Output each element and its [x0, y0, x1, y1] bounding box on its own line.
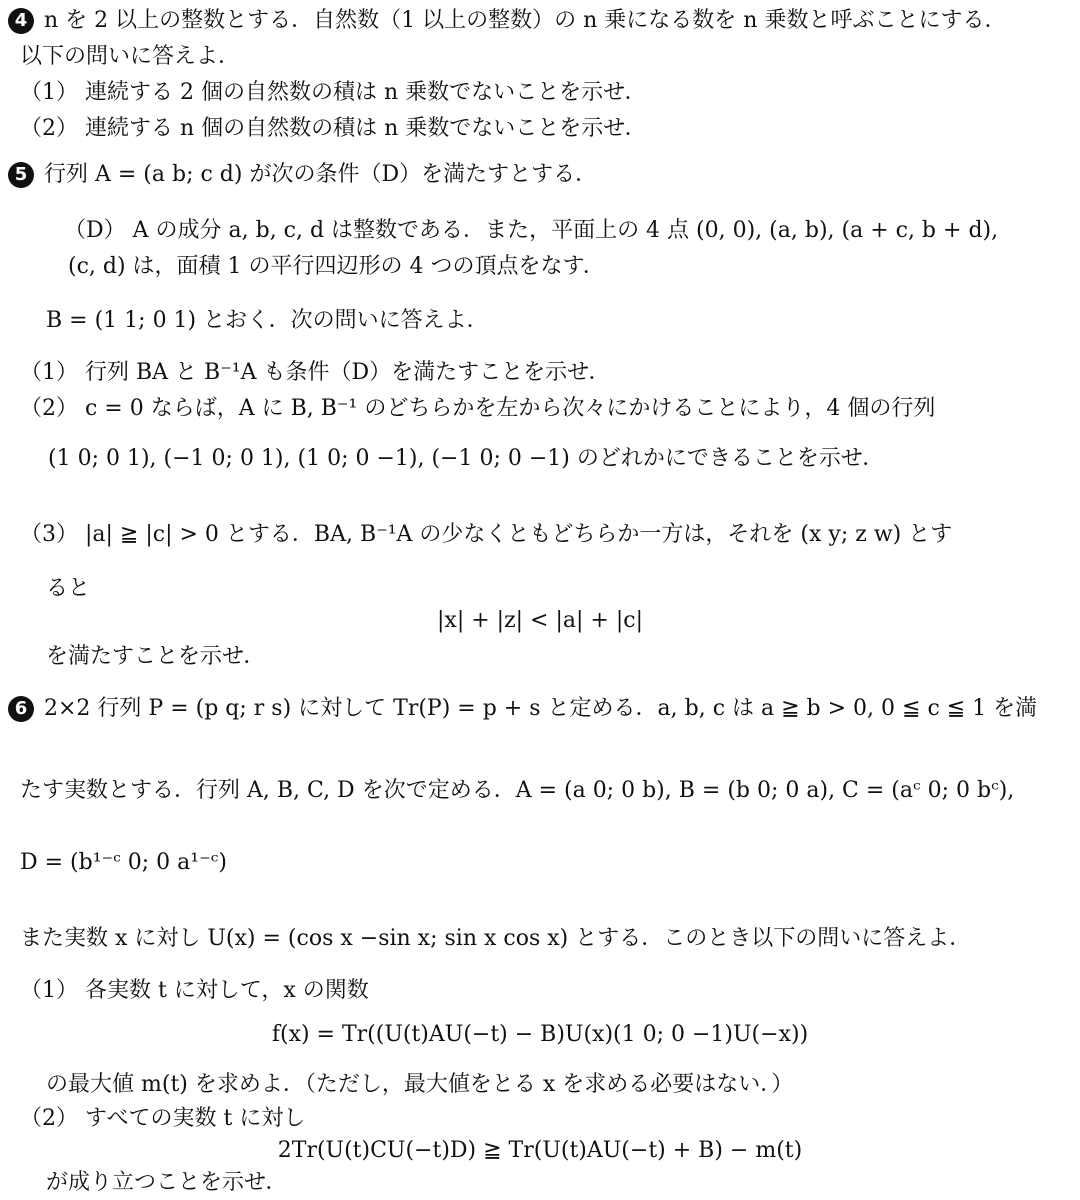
problem-4-badge: 4	[8, 8, 34, 34]
problem-6-function-f: f(x) = Tr((U(t)AU(−t) − B)U(x)(1 0; 0 −1)U(−x))	[271, 1022, 809, 1047]
problem-5-question-3-line-3: を満たすことを示せ．	[46, 644, 266, 669]
problem-5-question-3-line-2: ると	[46, 576, 91, 601]
problem-5-matrix-b: B = (1 1; 0 1) とおく．次の問いに答えよ．	[46, 308, 489, 333]
problem-4-intro: n を 2 以上の整数とする．自然数（1 以上の整数）の n 乗になる数を n 乗数と呼ぶことにする．	[44, 8, 1007, 33]
problem-5-question-2-line-2: (1 0; 0 1), (−1 0; 0 1), (1 0; 0 −1), (−1 0; 0 −1) のどれかにできることを示せ．	[48, 446, 885, 471]
problem-5-question-1: （1） 行列 BA と B⁻¹A も条件（D）を満たすことを示せ．	[20, 360, 611, 385]
problem-6-badge: 6	[8, 696, 34, 722]
problem-5-intro: 行列 A = (a b; c d) が次の条件（D）を満たすとする．	[44, 162, 598, 187]
problem-6-question-2-line-1: （2） すべての実数 t に対し	[20, 1106, 306, 1131]
problem-4-instruction: 以下の問いに答えよ．	[20, 44, 241, 69]
problem-6-rotation-matrix: また実数 x に対し U(x) = (cos x −sin x; sin x cos x) とする．このとき以下の問いに答えよ．	[20, 926, 972, 951]
problem-4-question-1: （1） 連続する 2 個の自然数の積は n 乗数でないことを示せ．	[20, 80, 647, 105]
problem-6-matrix-d: D = (b¹⁻ᶜ 0; 0 a¹⁻ᶜ)	[20, 850, 227, 875]
problem-6-intro-line-1: 2×2 行列 P = (p q; r s) に対して Tr(P) = p + s と定める．a, b, c は a ≧ b > 0, 0 ≦ c ≦ 1 を満	[44, 696, 1038, 721]
problem-5-badge: 5	[8, 162, 34, 188]
problem-5-question-2-line-1: （2） c = 0 ならば，A に B, B⁻¹ のどちらかを左から次々にかけることにより，4 個の行列	[20, 396, 936, 421]
problem-6-question-1-line-1: （1） 各実数 t に対して，x の関数	[20, 978, 369, 1003]
problem-5-condition-line-1: （D） A の成分 a, b, c, d は整数である．また，平面上の 4 点 (0, 0), (a, b), (a + c, b + d),	[64, 218, 999, 243]
problem-6-question-2-line-2: が成り立つことを示せ．	[46, 1170, 288, 1195]
problem-5-question-3-line-1: （3） |a| ≧ |c| > 0 とする．BA, B⁻¹A の少なくともどちらか一方は，それを (x y; z w) とす	[20, 522, 953, 547]
problem-6-question-1-line-2: の最大値 m(t) を求めよ．（ただし，最大値をとる x を求める必要はない．）	[46, 1072, 794, 1097]
problem-5-inequality: |x| + |z| < |a| + |c|	[437, 608, 643, 633]
problem-6-inequality: 2Tr(U(t)CU(−t)D) ≧ Tr(U(t)AU(−t) + B) − m(t)	[277, 1138, 803, 1163]
problem-6-intro-line-2: たす実数とする．行列 A, B, C, D を次で定める．A = (a 0; 0 b), B = (b 0; 0 a), C = (aᶜ 0; 0 bᶜ),	[20, 778, 1015, 803]
problem-4-question-2: （2） 連続する n 個の自然数の積は n 乗数でないことを示せ．	[20, 116, 647, 141]
problem-5-condition-line-2: (c, d) は，面積 1 の平行四辺形の 4 つの頂点をなす．	[68, 254, 605, 279]
